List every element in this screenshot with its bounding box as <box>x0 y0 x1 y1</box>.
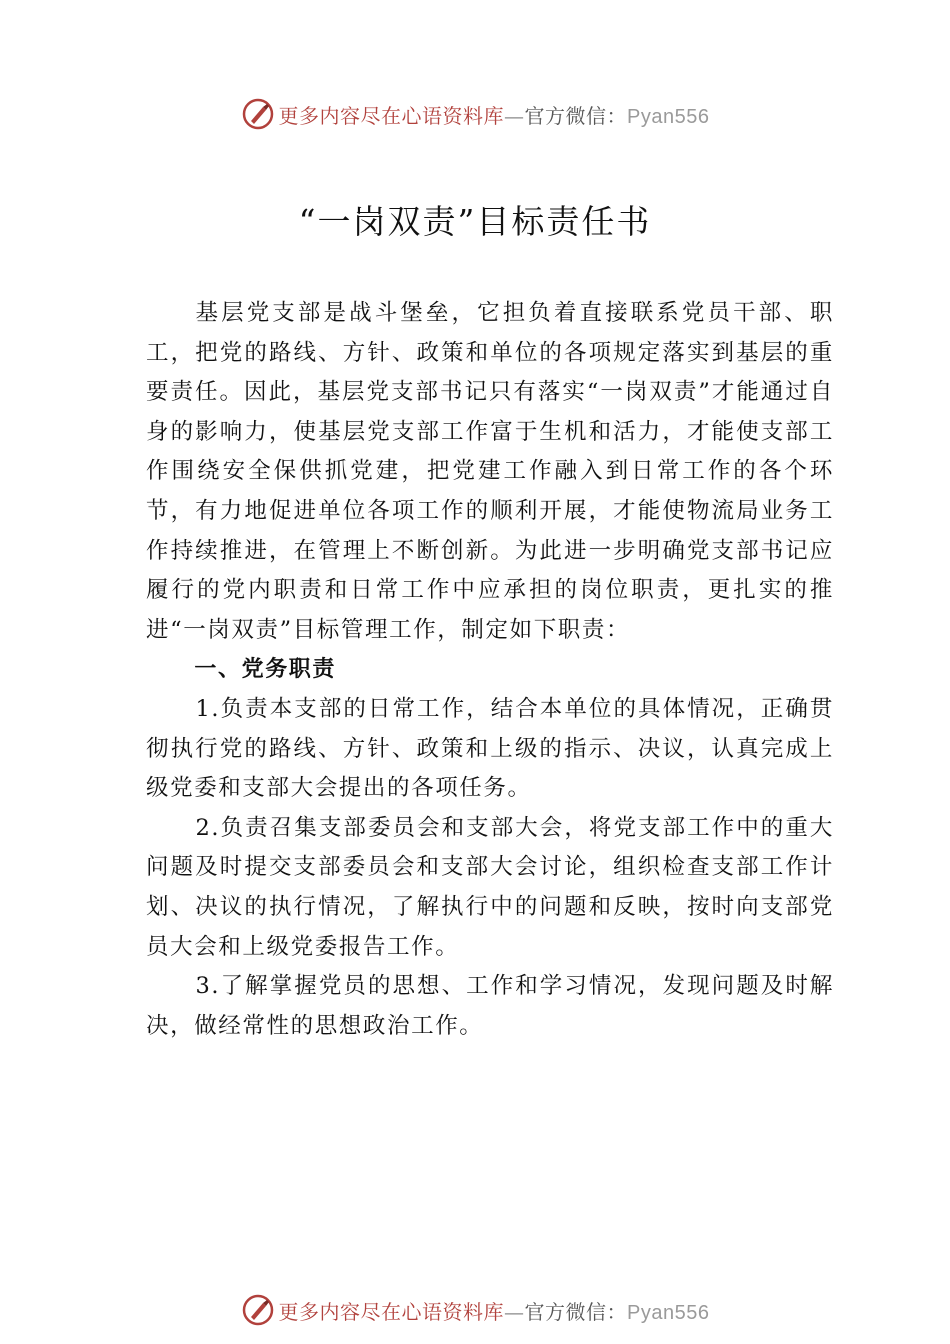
watermark-header <box>0 94 950 134</box>
watermark-separator: — <box>504 1299 525 1324</box>
watermark-separator: — <box>504 103 525 128</box>
watermark-footer <box>0 1290 950 1330</box>
watermark-text: 更多内容尽在心语资料库 <box>278 1299 505 1324</box>
watermark-text: 更多内容尽在心语资料库 <box>278 103 505 128</box>
pen-logo-icon <box>241 97 275 131</box>
list-item: 3.了解掌握党员的思想、工作和学习情况，发现问题及时解决，做经常性的思想政治工作。 <box>146 973 834 1039</box>
section-heading: 一、党务职责 <box>194 657 336 683</box>
document-body <box>146 294 834 1046</box>
watermark-label: 官方微信： <box>524 103 628 128</box>
watermark-label: 官方微信： <box>524 1299 628 1324</box>
watermark-id: Pyan556 <box>627 105 710 128</box>
list-item: 1.负责本支部的日常工作，结合本单位的具体情况，正确贯彻执行党的路线、方针、政策和上级的指示、决议，认真完成上级党委和支部大会提出的各项任务。 <box>146 695 834 802</box>
watermark-id: Pyan556 <box>627 1301 710 1324</box>
intro-paragraph: 基层党支部是战斗堡垒，它担负着直接联系党员干部、职工，把党的路线、方针、政策和单位的各项规定落实到基层的重要责任。因此，基层党支部书记只有落实“一岗双责”才能通过自身的影响力，使基层党支部工作富于生机和活力，才能使支部工作围绕安全保供抓党建，把党建工作融入到日常工作的各个环节，有力地促进单位各项工作的顺利开展，才能使物流局业务工作持续推进，在管理上不断创新。为此进一步明确党支部书记应履行的党内职责和日常工作中应承担的岗位职责，更扎实的推进“一岗双责”目标管理工作，制定如下职责： <box>146 300 834 643</box>
document-title: “一岗双责”目标责任书 <box>298 202 652 241</box>
pen-logo-icon <box>241 1293 275 1327</box>
list-item: 2.负责召集支部委员会和支部大会，将党支部工作中的重大问题及时提交支部委员会和支部大会讨论，组织检查支部工作计划、决议的执行情况，了解执行中的问题和反映，按时向支部党员大会和上级党委报告工作。 <box>146 814 834 960</box>
